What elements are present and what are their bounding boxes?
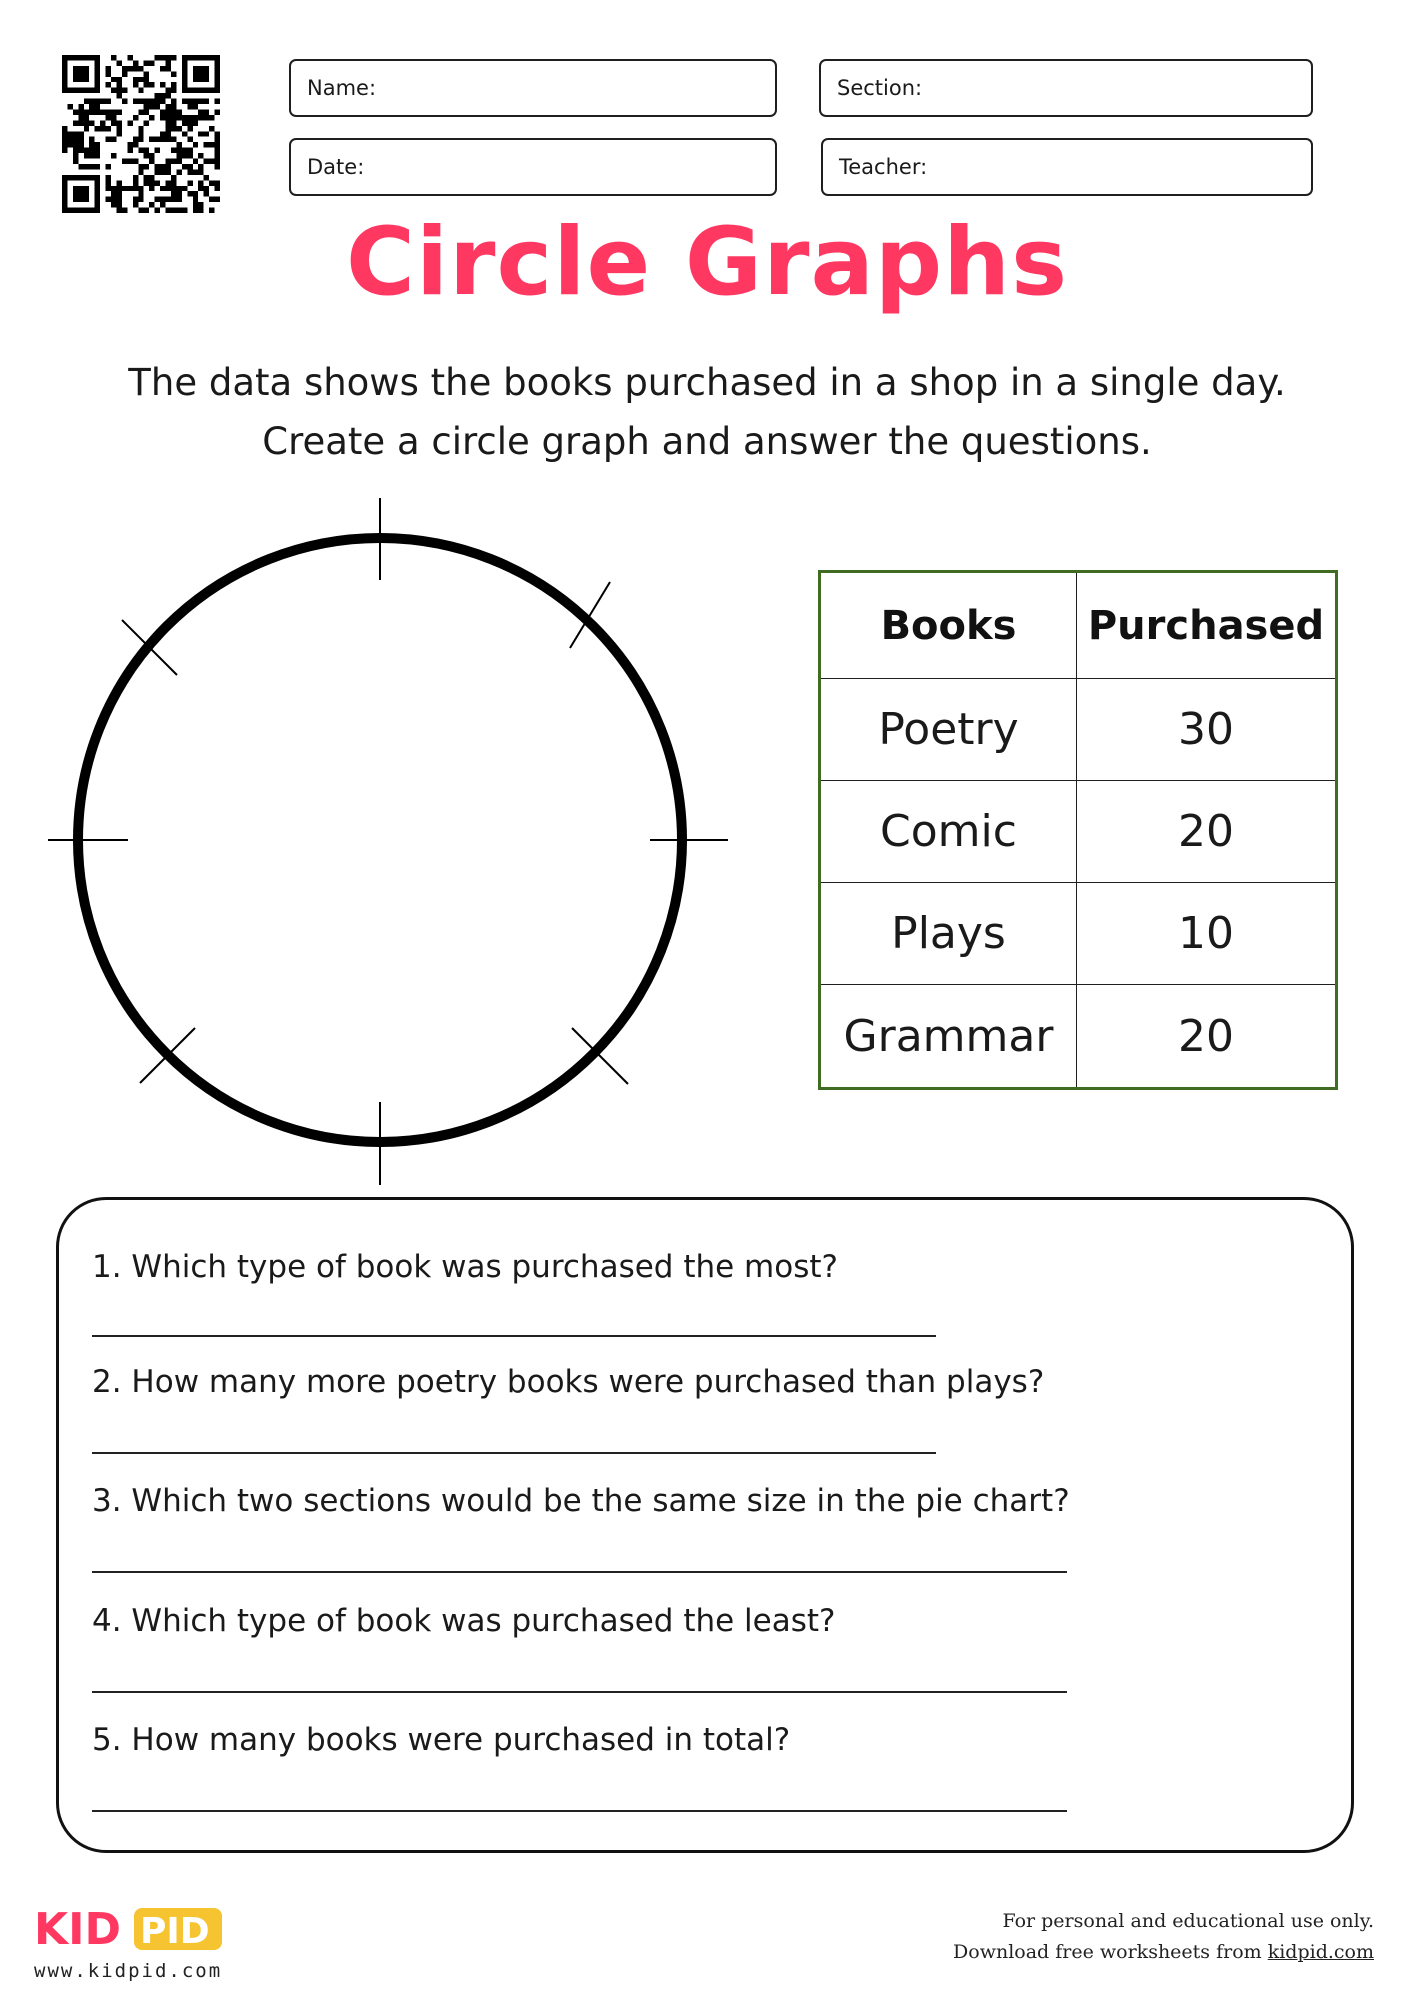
book-type-cell: Poetry [820,679,1077,781]
answer-line-3[interactable] [92,1571,1067,1573]
books-data-table [818,570,1338,1090]
teacher-field[interactable] [821,138,1313,196]
answer-line-4[interactable] [92,1691,1067,1693]
section-field[interactable] [819,59,1313,117]
answer-line-5[interactable] [92,1810,1067,1812]
teacher-label: Teacher: [839,155,928,179]
purchased-count-cell: 20 [1077,985,1337,1089]
page-title: Circle Graphs [345,208,1069,317]
date-label: Date: [307,155,365,179]
logo-text-pid: PID [140,1911,210,1952]
question-3: 3. Which two sections would be the same size in the pie chart? [92,1483,1070,1519]
qr-code [62,55,220,213]
book-type-cell: Grammar [820,985,1077,1089]
answer-line-2[interactable] [92,1452,936,1454]
blank-circle-graph[interactable] [0,480,760,1200]
name-field[interactable] [289,59,777,117]
question-2: 2. How many more poetry books were purchased than plays? [92,1364,1045,1400]
name-label: Name: [307,76,377,100]
download-prefix: Download free worksheets from [953,1941,1268,1963]
table-row [820,679,1337,781]
section-label: Section: [837,76,923,100]
table-row [820,781,1337,883]
instruction-line-1: The data shows the books purchased in a shop in a single day. [128,361,1286,404]
purchased-count-cell: 20 [1077,781,1337,883]
circle-outline [78,538,682,1142]
book-type-cell: Comic [820,781,1077,883]
purchased-count-cell: 30 [1077,679,1337,781]
instruction-line-2: Create a circle graph and answer the questions. [262,420,1152,463]
table-row [820,883,1337,985]
download-note [953,1941,1374,1963]
logo-url: www.kidpid.com [34,1960,223,1982]
purchased-count-cell: 10 [1077,883,1337,985]
table-row [820,985,1337,1089]
date-field[interactable] [289,138,777,196]
book-type-cell: Plays [820,883,1077,985]
header-purchased: Purchased [1077,572,1337,679]
tick-mark-lower-right [572,1028,628,1084]
table-header-row [820,572,1337,679]
question-5: 5. How many books were purchased in total? [92,1722,791,1758]
kidpid-logo [34,1902,224,1954]
question-1: 1. Which type of book was purchased the most? [92,1249,838,1285]
question-4: 4. Which type of book was purchased the least? [92,1603,836,1639]
usage-note: For personal and educational use only. [1002,1910,1374,1932]
answer-line-1[interactable] [92,1335,936,1337]
header-books: Books [820,572,1077,679]
kidpid-link[interactable]: kidpid.com [1267,1941,1374,1963]
logo-text-kid: KID [34,1904,121,1954]
